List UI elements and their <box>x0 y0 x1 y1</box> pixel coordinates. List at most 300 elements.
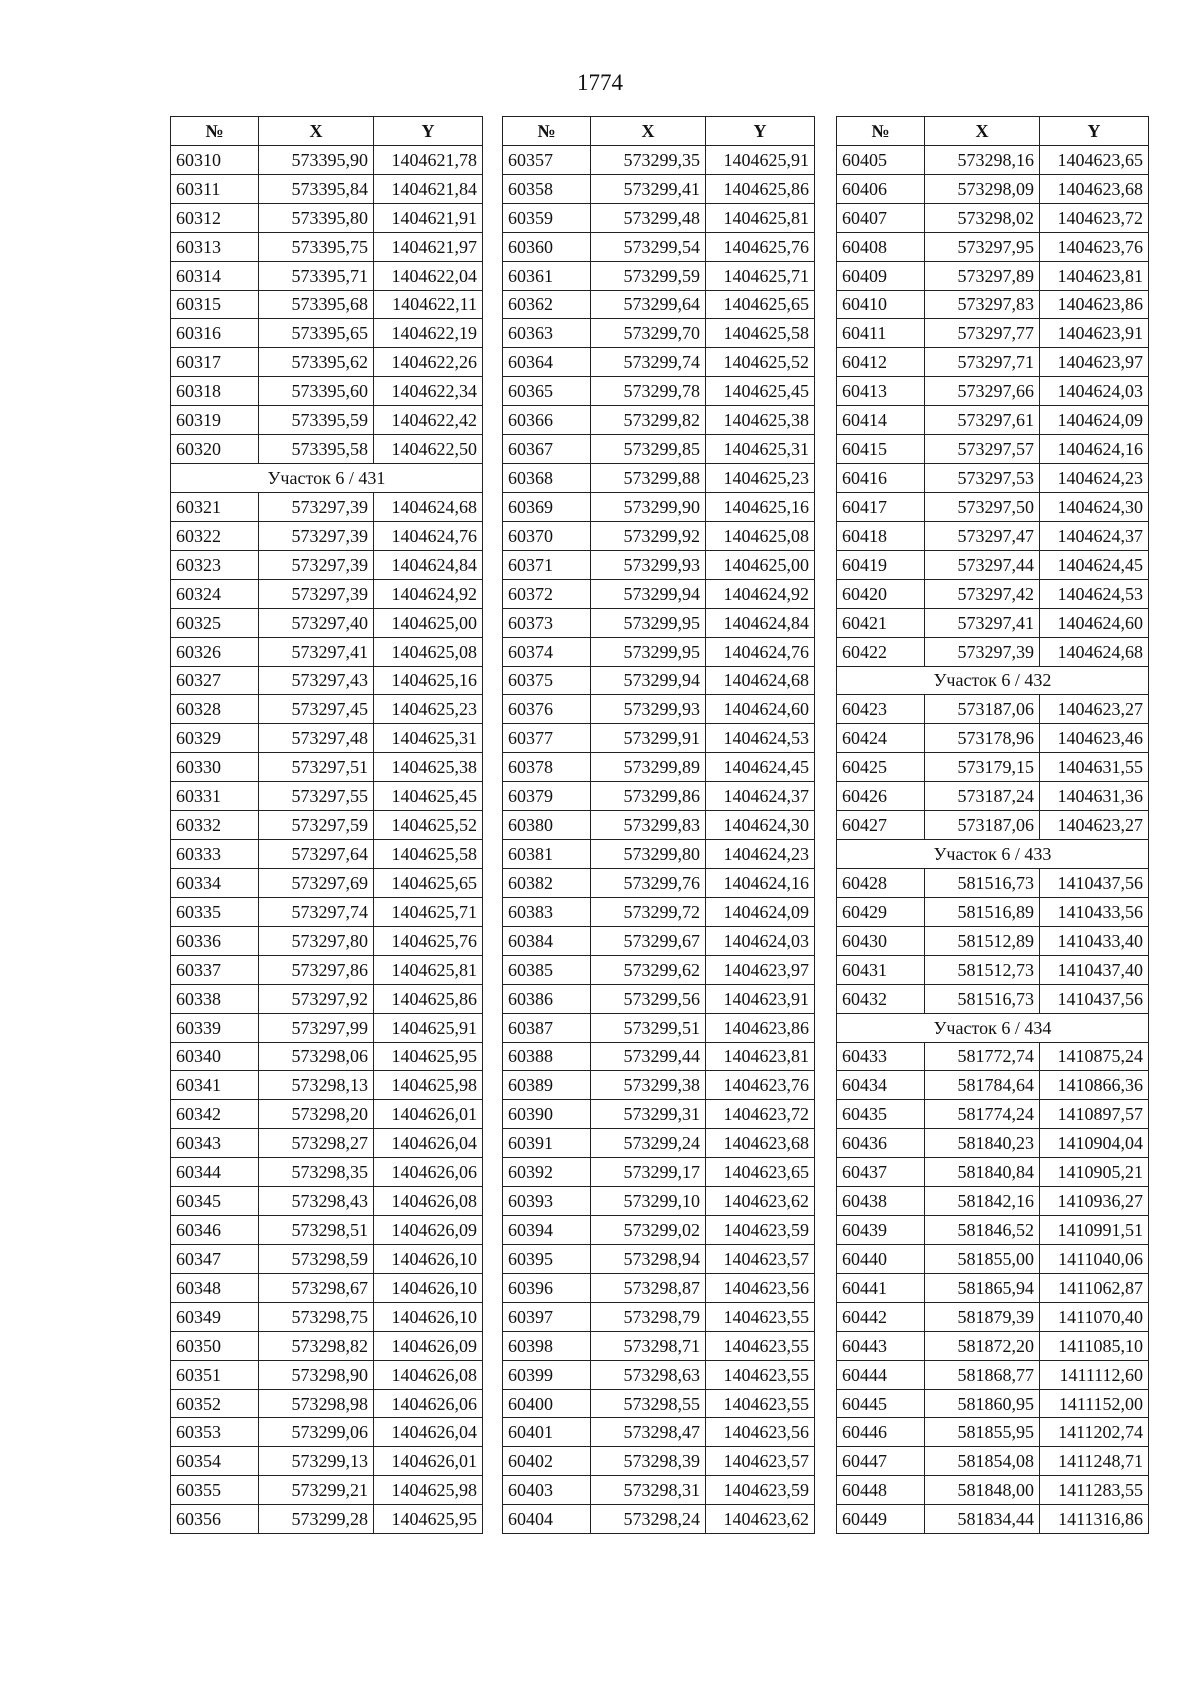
table-row <box>503 1129 815 1158</box>
point-number: 60343 <box>171 1129 259 1158</box>
table-row <box>503 1244 815 1273</box>
x-coordinate: 581879,39 <box>925 1302 1040 1331</box>
y-coordinate: 1404623,56 <box>706 1273 815 1302</box>
y-coordinate: 1404625,86 <box>706 174 815 203</box>
point-number: 60346 <box>171 1216 259 1245</box>
point-number: 60397 <box>503 1302 591 1331</box>
point-number: 60340 <box>171 1042 259 1071</box>
table-row <box>503 579 815 608</box>
table-row <box>171 926 483 955</box>
x-coordinate: 573297,50 <box>925 492 1040 521</box>
table-row <box>171 840 483 869</box>
y-coordinate: 1404624,23 <box>706 840 815 869</box>
table-row <box>171 1216 483 1245</box>
y-coordinate: 1404623,72 <box>1040 203 1149 232</box>
point-number: 60441 <box>837 1273 925 1302</box>
point-number: 60403 <box>503 1476 591 1505</box>
table-row <box>171 1187 483 1216</box>
point-number: 60381 <box>503 840 591 869</box>
table-row <box>503 1013 815 1042</box>
table-row <box>171 1360 483 1389</box>
y-coordinate: 1411070,40 <box>1040 1302 1149 1331</box>
y-coordinate: 1404622,50 <box>374 435 483 464</box>
y-coordinate: 1404625,16 <box>374 666 483 695</box>
point-number: 60339 <box>171 1013 259 1042</box>
point-number: 60359 <box>503 203 591 232</box>
table-row <box>503 290 815 319</box>
point-number: 60332 <box>171 811 259 840</box>
point-number: 60318 <box>171 377 259 406</box>
x-coordinate: 573299,94 <box>591 666 706 695</box>
point-number: 60382 <box>503 868 591 897</box>
table-row <box>503 377 815 406</box>
point-number: 60385 <box>503 955 591 984</box>
table-row <box>837 203 1149 232</box>
point-number: 60405 <box>837 145 925 174</box>
x-coordinate: 573297,53 <box>925 464 1040 493</box>
point-number: 60394 <box>503 1216 591 1245</box>
x-coordinate: 573298,20 <box>259 1100 374 1129</box>
y-coordinate: 1404625,45 <box>706 377 815 406</box>
point-number: 60352 <box>171 1389 259 1418</box>
y-coordinate: 1404622,26 <box>374 348 483 377</box>
table-row <box>503 492 815 521</box>
x-coordinate: 573299,70 <box>591 319 706 348</box>
point-number: 60409 <box>837 261 925 290</box>
point-number: 60449 <box>837 1505 925 1534</box>
y-coordinate: 1404626,01 <box>374 1447 483 1476</box>
x-coordinate: 573299,64 <box>591 290 706 319</box>
y-coordinate: 1404624,84 <box>374 550 483 579</box>
point-number: 60419 <box>837 550 925 579</box>
x-coordinate: 573298,55 <box>591 1389 706 1418</box>
table-row <box>171 550 483 579</box>
y-coordinate: 1404624,84 <box>706 608 815 637</box>
y-coordinate: 1404625,38 <box>706 406 815 435</box>
table-row <box>171 1476 483 1505</box>
point-number: 60389 <box>503 1071 591 1100</box>
table-row <box>837 435 1149 464</box>
y-coordinate: 1404631,55 <box>1040 753 1149 782</box>
point-number: 60425 <box>837 753 925 782</box>
y-coordinate: 1404625,45 <box>374 782 483 811</box>
table-row <box>503 1042 815 1071</box>
x-coordinate: 573299,17 <box>591 1158 706 1187</box>
y-coordinate: 1410875,24 <box>1040 1042 1149 1071</box>
section-title: Участок 6 / 432 <box>837 666 1149 695</box>
x-coordinate: 573297,41 <box>259 637 374 666</box>
point-number: 60442 <box>837 1302 925 1331</box>
x-coordinate: 573395,84 <box>259 174 374 203</box>
y-coordinate: 1404622,11 <box>374 290 483 319</box>
x-coordinate: 573395,59 <box>259 406 374 435</box>
point-number: 60392 <box>503 1158 591 1187</box>
table-row <box>171 521 483 550</box>
point-number: 60413 <box>837 377 925 406</box>
x-coordinate: 573299,21 <box>259 1476 374 1505</box>
y-coordinate: 1404624,37 <box>1040 521 1149 550</box>
table-row <box>837 753 1149 782</box>
x-coordinate: 573299,93 <box>591 695 706 724</box>
y-coordinate: 1404623,91 <box>706 984 815 1013</box>
table-row <box>837 232 1149 261</box>
table-row <box>171 666 483 695</box>
point-number: 60391 <box>503 1129 591 1158</box>
point-number: 60406 <box>837 174 925 203</box>
y-coordinate: 1404626,09 <box>374 1331 483 1360</box>
point-number: 60436 <box>837 1129 925 1158</box>
y-coordinate: 1404623,65 <box>706 1158 815 1187</box>
x-coordinate: 581840,84 <box>925 1158 1040 1187</box>
table-row <box>503 984 815 1013</box>
table-row <box>837 637 1149 666</box>
y-coordinate: 1410991,51 <box>1040 1216 1149 1245</box>
y-coordinate: 1404626,04 <box>374 1129 483 1158</box>
table-row <box>837 550 1149 579</box>
y-coordinate: 1404626,04 <box>374 1418 483 1447</box>
point-number: 60379 <box>503 782 591 811</box>
x-coordinate: 581868,77 <box>925 1360 1040 1389</box>
table-row <box>503 782 815 811</box>
x-coordinate: 573297,39 <box>925 637 1040 666</box>
point-number: 60448 <box>837 1476 925 1505</box>
x-coordinate: 573298,59 <box>259 1244 374 1273</box>
x-coordinate: 573298,94 <box>591 1244 706 1273</box>
table-row <box>837 1418 1149 1447</box>
point-number: 60367 <box>503 435 591 464</box>
point-number: 60395 <box>503 1244 591 1273</box>
y-coordinate: 1404623,81 <box>706 1042 815 1071</box>
x-coordinate: 573299,31 <box>591 1100 706 1129</box>
y-coordinate: 1404624,92 <box>706 579 815 608</box>
y-coordinate: 1404625,65 <box>374 868 483 897</box>
y-coordinate: 1404621,91 <box>374 203 483 232</box>
x-coordinate: 573299,06 <box>259 1418 374 1447</box>
x-coordinate: 573299,85 <box>591 435 706 464</box>
y-coordinate: 1404624,23 <box>1040 464 1149 493</box>
x-coordinate: 573298,87 <box>591 1273 706 1302</box>
y-coordinate: 1404623,76 <box>1040 232 1149 261</box>
x-coordinate: 573297,39 <box>259 579 374 608</box>
table-row <box>837 579 1149 608</box>
y-coordinate: 1404625,91 <box>706 145 815 174</box>
point-number: 60361 <box>503 261 591 290</box>
table-row <box>503 840 815 869</box>
y-coordinate: 1404625,16 <box>706 492 815 521</box>
table-row <box>837 1360 1149 1389</box>
point-number: 60396 <box>503 1273 591 1302</box>
point-number: 60353 <box>171 1418 259 1447</box>
y-coordinate: 1404625,76 <box>374 926 483 955</box>
table-row <box>171 1244 483 1273</box>
table-row <box>171 348 483 377</box>
x-coordinate: 573299,35 <box>591 145 706 174</box>
table-row <box>171 145 483 174</box>
x-coordinate: 573179,15 <box>925 753 1040 782</box>
y-coordinate: 1404625,71 <box>374 897 483 926</box>
x-coordinate: 573298,39 <box>591 1447 706 1476</box>
x-coordinate: 581854,08 <box>925 1447 1040 1476</box>
y-coordinate: 1404624,16 <box>706 868 815 897</box>
x-coordinate: 581512,73 <box>925 955 1040 984</box>
y-coordinate: 1404623,81 <box>1040 261 1149 290</box>
point-number: 60402 <box>503 1447 591 1476</box>
x-coordinate: 573298,27 <box>259 1129 374 1158</box>
point-number: 60376 <box>503 695 591 724</box>
x-coordinate: 581855,95 <box>925 1418 1040 1447</box>
point-number: 60330 <box>171 753 259 782</box>
x-coordinate: 573395,71 <box>259 261 374 290</box>
section-row <box>837 666 1149 695</box>
y-coordinate: 1404625,71 <box>706 261 815 290</box>
table-row <box>837 608 1149 637</box>
x-coordinate: 573299,54 <box>591 232 706 261</box>
point-number: 60390 <box>503 1100 591 1129</box>
x-coordinate: 573395,90 <box>259 145 374 174</box>
point-number: 60431 <box>837 955 925 984</box>
y-coordinate: 1404624,30 <box>1040 492 1149 521</box>
y-coordinate: 1404625,95 <box>374 1505 483 1534</box>
x-coordinate: 573299,48 <box>591 203 706 232</box>
point-number: 60372 <box>503 579 591 608</box>
x-coordinate: 573297,64 <box>259 840 374 869</box>
table-row <box>503 926 815 955</box>
table-row <box>171 261 483 290</box>
table-row <box>171 377 483 406</box>
y-coordinate: 1404625,23 <box>706 464 815 493</box>
point-number: 60421 <box>837 608 925 637</box>
table-row <box>837 406 1149 435</box>
x-coordinate: 573297,77 <box>925 319 1040 348</box>
point-number: 60358 <box>503 174 591 203</box>
y-coordinate: 1404625,52 <box>706 348 815 377</box>
table-row <box>171 608 483 637</box>
y-coordinate: 1404631,36 <box>1040 782 1149 811</box>
x-coordinate: 573298,75 <box>259 1302 374 1331</box>
point-number: 60435 <box>837 1100 925 1129</box>
y-coordinate: 1404623,27 <box>1040 811 1149 840</box>
column-header-number: № <box>503 117 591 146</box>
x-coordinate: 573299,24 <box>591 1129 706 1158</box>
table-row <box>837 1389 1149 1418</box>
table-row <box>171 724 483 753</box>
point-number: 60311 <box>171 174 259 203</box>
x-coordinate: 573395,65 <box>259 319 374 348</box>
table-row <box>503 753 815 782</box>
table-row <box>837 1187 1149 1216</box>
x-coordinate: 573299,67 <box>591 926 706 955</box>
y-coordinate: 1404622,42 <box>374 406 483 435</box>
point-number: 60326 <box>171 637 259 666</box>
x-coordinate: 573299,90 <box>591 492 706 521</box>
y-coordinate: 1404622,34 <box>374 377 483 406</box>
table-row <box>171 1158 483 1187</box>
table-row <box>171 955 483 984</box>
point-number: 60357 <box>503 145 591 174</box>
y-coordinate: 1410437,56 <box>1040 868 1149 897</box>
column-header-x: X <box>925 117 1040 146</box>
x-coordinate: 573297,74 <box>259 897 374 926</box>
table-row <box>503 232 815 261</box>
x-coordinate: 573299,13 <box>259 1447 374 1476</box>
point-number: 60335 <box>171 897 259 926</box>
y-coordinate: 1404624,53 <box>706 724 815 753</box>
y-coordinate: 1404621,78 <box>374 145 483 174</box>
x-coordinate: 573299,78 <box>591 377 706 406</box>
table-row <box>171 1071 483 1100</box>
y-coordinate: 1411085,10 <box>1040 1331 1149 1360</box>
table-row <box>171 782 483 811</box>
x-coordinate: 573297,61 <box>925 406 1040 435</box>
point-number: 60314 <box>171 261 259 290</box>
y-coordinate: 1404623,97 <box>706 955 815 984</box>
table-row <box>171 868 483 897</box>
table-row <box>503 1302 815 1331</box>
point-number: 60319 <box>171 406 259 435</box>
point-number: 60386 <box>503 984 591 1013</box>
y-coordinate: 1404624,68 <box>1040 637 1149 666</box>
x-coordinate: 581774,24 <box>925 1100 1040 1129</box>
point-number: 60364 <box>503 348 591 377</box>
y-coordinate: 1404624,76 <box>374 521 483 550</box>
x-coordinate: 581784,64 <box>925 1071 1040 1100</box>
point-number: 60373 <box>503 608 591 637</box>
y-coordinate: 1404623,55 <box>706 1360 815 1389</box>
y-coordinate: 1411112,60 <box>1040 1360 1149 1389</box>
table-row <box>503 1360 815 1389</box>
y-coordinate: 1404623,55 <box>706 1302 815 1331</box>
table-row <box>171 1505 483 1534</box>
x-coordinate: 573299,44 <box>591 1042 706 1071</box>
table-row <box>171 637 483 666</box>
x-coordinate: 573299,10 <box>591 1187 706 1216</box>
x-coordinate: 573299,92 <box>591 521 706 550</box>
point-number: 60324 <box>171 579 259 608</box>
point-number: 60388 <box>503 1042 591 1071</box>
x-coordinate: 573297,47 <box>925 521 1040 550</box>
column-header-x: X <box>259 117 374 146</box>
column-header-number: № <box>837 117 925 146</box>
x-coordinate: 573299,56 <box>591 984 706 1013</box>
table-row <box>837 811 1149 840</box>
table-row <box>837 464 1149 493</box>
y-coordinate: 1410897,57 <box>1040 1100 1149 1129</box>
page-number: 1774 <box>577 70 623 95</box>
x-coordinate: 573299,72 <box>591 897 706 926</box>
table-row <box>837 521 1149 550</box>
y-coordinate: 1404625,76 <box>706 232 815 261</box>
point-number: 60370 <box>503 521 591 550</box>
y-coordinate: 1404625,98 <box>374 1476 483 1505</box>
table-row <box>503 1389 815 1418</box>
table-row <box>171 811 483 840</box>
y-coordinate: 1404624,16 <box>1040 435 1149 464</box>
table-row <box>837 1273 1149 1302</box>
y-coordinate: 1404625,08 <box>374 637 483 666</box>
y-coordinate: 1404623,68 <box>1040 174 1149 203</box>
point-number: 60362 <box>503 290 591 319</box>
point-number: 60437 <box>837 1158 925 1187</box>
point-number: 60439 <box>837 1216 925 1245</box>
y-coordinate: 1410936,27 <box>1040 1187 1149 1216</box>
point-number: 60365 <box>503 377 591 406</box>
column-header-x: X <box>591 117 706 146</box>
table-row <box>837 897 1149 926</box>
table-row <box>171 1013 483 1042</box>
y-coordinate: 1404624,68 <box>374 492 483 521</box>
point-number: 60433 <box>837 1042 925 1071</box>
table-row <box>837 290 1149 319</box>
y-coordinate: 1404625,91 <box>374 1013 483 1042</box>
point-number: 60329 <box>171 724 259 753</box>
point-number: 60347 <box>171 1244 259 1273</box>
y-coordinate: 1410905,21 <box>1040 1158 1149 1187</box>
table-row <box>171 174 483 203</box>
table-row <box>837 145 1149 174</box>
x-coordinate: 573297,43 <box>259 666 374 695</box>
section-row <box>171 464 483 493</box>
y-coordinate: 1404626,09 <box>374 1216 483 1245</box>
coordinate-table-3 <box>836 116 1149 1534</box>
x-coordinate: 573299,95 <box>591 637 706 666</box>
x-coordinate: 573297,57 <box>925 435 1040 464</box>
x-coordinate: 573299,59 <box>591 261 706 290</box>
y-coordinate: 1404626,10 <box>374 1302 483 1331</box>
table-row <box>171 695 483 724</box>
y-coordinate: 1404623,55 <box>706 1331 815 1360</box>
point-number: 60383 <box>503 897 591 926</box>
point-number: 60375 <box>503 666 591 695</box>
table-row <box>837 724 1149 753</box>
table-row <box>171 435 483 464</box>
point-number: 60315 <box>171 290 259 319</box>
point-number: 60320 <box>171 435 259 464</box>
x-coordinate: 573298,51 <box>259 1216 374 1245</box>
point-number: 60317 <box>171 348 259 377</box>
point-number: 60398 <box>503 1331 591 1360</box>
point-number: 60429 <box>837 897 925 926</box>
y-coordinate: 1404624,30 <box>706 811 815 840</box>
y-coordinate: 1404626,06 <box>374 1389 483 1418</box>
point-number: 60430 <box>837 926 925 955</box>
point-number: 60423 <box>837 695 925 724</box>
point-number: 60443 <box>837 1331 925 1360</box>
table-row <box>171 1129 483 1158</box>
y-coordinate: 1410437,40 <box>1040 955 1149 984</box>
y-coordinate: 1404625,38 <box>374 753 483 782</box>
y-coordinate: 1404624,09 <box>706 897 815 926</box>
coordinate-table-1 <box>170 116 483 1534</box>
point-number: 60380 <box>503 811 591 840</box>
point-number: 60432 <box>837 984 925 1013</box>
table-row <box>837 926 1149 955</box>
x-coordinate: 573297,69 <box>259 868 374 897</box>
point-number: 60418 <box>837 521 925 550</box>
y-coordinate: 1404625,31 <box>706 435 815 464</box>
point-number: 60414 <box>837 406 925 435</box>
point-number: 60410 <box>837 290 925 319</box>
table-row <box>503 550 815 579</box>
table-row <box>503 637 815 666</box>
point-number: 60387 <box>503 1013 591 1042</box>
point-number: 60363 <box>503 319 591 348</box>
y-coordinate: 1404624,03 <box>706 926 815 955</box>
point-number: 60408 <box>837 232 925 261</box>
y-coordinate: 1404623,76 <box>706 1071 815 1100</box>
point-number: 60416 <box>837 464 925 493</box>
y-coordinate: 1404625,00 <box>706 550 815 579</box>
table-row <box>503 1273 815 1302</box>
